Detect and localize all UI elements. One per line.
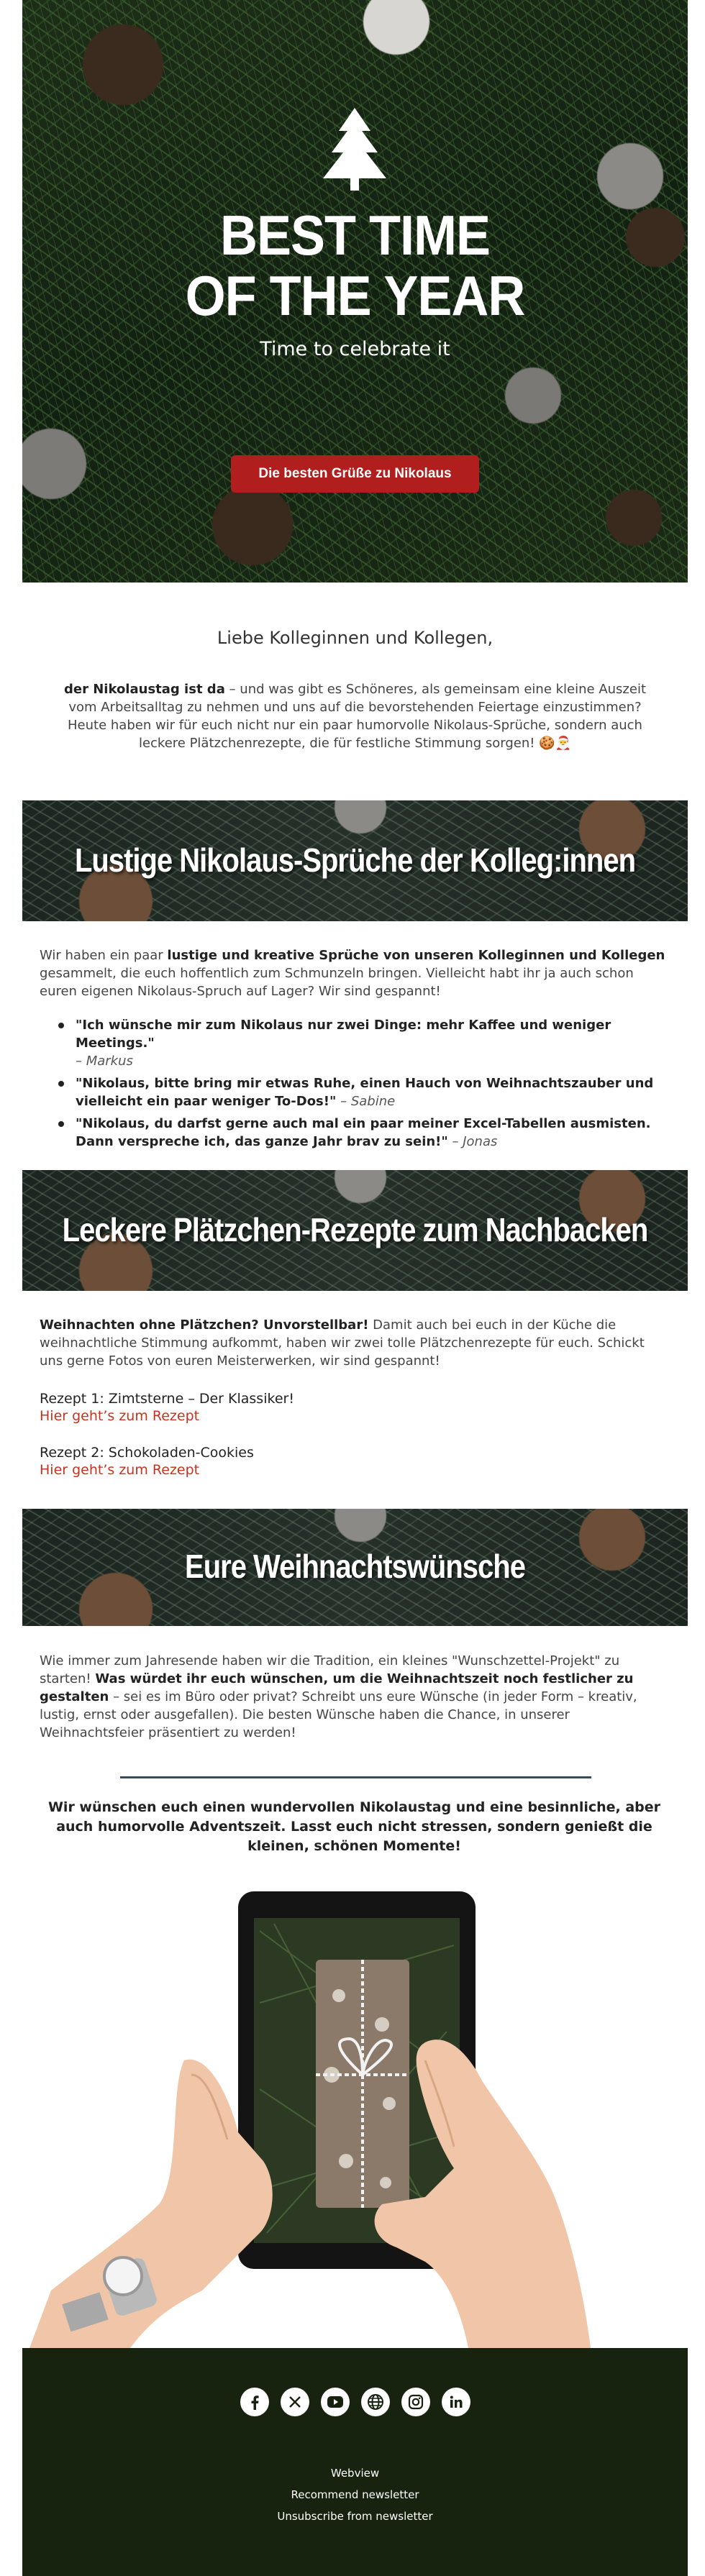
greeting-heading: Liebe Kolleginnen und Kollegen, <box>217 628 494 648</box>
quote-author: – Jonas <box>452 1134 498 1149</box>
linkedin-icon[interactable] <box>442 2388 470 2416</box>
sprueche-intro-pre: Wir haben ein paar <box>40 948 168 963</box>
tablet-gift-image <box>22 1859 688 2348</box>
wuensche-text <box>40 1652 669 1742</box>
recipe-2-link[interactable]: Hier geht’s zum Rezept <box>40 1462 200 1478</box>
nikolaus-greetings-button[interactable]: Die besten Grüße zu Nikolaus <box>231 455 479 493</box>
plaetzchen-intro-text: Damit auch bei euch in der Küche die weihnachtliche Stimmung aufkommt, haben wir zwei tolle Plätzchenrezepte für euch. Schickt uns gerne Fotos von euren Meisterwerken, wir sind gespannt! <box>40 1317 645 1369</box>
wuensche-text-post: – sei es im Büro oder privat? Schreibt uns eure Wünsche (in jeder Form – kreativ, lustig, ernst oder ausgefallen). Die besten Wünsche haben die Chance, in unserer Weihnachtsfeier präsentiert zu werden! <box>40 1689 637 1740</box>
footer <box>22 2348 688 2576</box>
unsubscribe-link[interactable]: Unsubscribe from newsletter <box>277 2510 433 2523</box>
section-title-plaetzchen: Leckere Plätzchen-Rezepte zum Nachbacken <box>62 1212 648 1249</box>
quote-author: – Sabine <box>340 1094 396 1109</box>
instagram-icon[interactable] <box>401 2388 430 2416</box>
youtube-icon[interactable] <box>321 2388 350 2416</box>
tablet-gift-illustration <box>22 1859 688 2348</box>
section-title-sprueche: Lustige Nikolaus-Sprüche der Kolleg:innen <box>74 842 636 880</box>
wuensche-text-pre: Wie immer zum Jahresende haben wir die Tradition, ein kleines "Wunschzettel-Projekt" zu starten! <box>40 1653 620 1686</box>
recipe-1-link[interactable]: Hier geht’s zum Rezept <box>40 1408 200 1424</box>
recommend-newsletter-link[interactable]: Recommend newsletter <box>291 2488 419 2501</box>
quote-text: "Ich wünsche mir zum Nikolaus nur zwei Dinge: mehr Kaffee und weniger Meetings." <box>76 1018 611 1051</box>
quote-author: – Markus <box>76 1054 133 1069</box>
divider <box>120 1776 591 1778</box>
facebook-icon[interactable] <box>240 2388 269 2416</box>
social-icons <box>240 2388 470 2418</box>
christmas-tree-icon <box>319 108 391 191</box>
hero-title <box>22 206 688 326</box>
wuensche-text-bold: Was würdet ihr euch wünschen, um die Weihnachtszeit noch festlicher zu gestalten <box>40 1671 634 1704</box>
sprueche-intro-post: gesammelt, die euch hoffentlich zum Schmunzeln bringen. Vielleicht habt ihr ja auch schon euren eigenen Nikolaus-Spruch auf Lager? Wir sind gespannt! <box>40 966 634 999</box>
quote-text: "Nikolaus, bitte bring mir etwas Ruhe, einen Hauch von Weihnachtszauber und vielleicht ein paar weniger To-Dos!" <box>76 1076 654 1109</box>
list-item <box>76 1016 673 1070</box>
section-title-wuensche: Eure Weihnachtswünsche <box>185 1548 525 1586</box>
recipe-2-title: Rezept 2: Schokoladen-Cookies <box>40 1445 254 1461</box>
hero-title-line2: OF THE YEAR <box>185 265 525 328</box>
section-banner-wuensche <box>22 1509 688 1626</box>
sprueche-intro-bold: lustige und kreative Sprüche von unseren Kolleginnen und Kollegen <box>167 948 665 963</box>
intro-paragraph <box>54 680 656 752</box>
hero-title-line1: BEST TIME <box>219 204 490 268</box>
intro-text: – und was gibt es Schöneres, als gemeinsam eine kleine Auszeit vom Arbeitsalltag zu nehmen und uns auf die bevorstehenden Feiertage einzustimmen? Heute haben wir für euch nicht nur ein paar humorvolle Nikolaus-Sprüche, sondern auch leckere Plätzchenrezepte, die für festliche Stimmung sorgen! 🍪🎅 <box>68 682 647 751</box>
closing-text: Wir wünschen euch einen wundervollen Nikolaustag und eine besinnliche, aber auch humorvolle Adventszeit. Lasst euch nicht stressen, sondern genießt die kleinen, schönen Momente! <box>47 1799 661 1854</box>
website-icon[interactable] <box>361 2388 390 2416</box>
section-banner-sprueche <box>22 800 688 921</box>
section-banner-plaetzchen <box>22 1170 688 1291</box>
hero-banner <box>22 0 688 583</box>
intro-bold: der Nikolaustag ist da <box>63 682 225 697</box>
sprueche-intro <box>40 946 669 1000</box>
x-icon[interactable] <box>281 2388 309 2416</box>
plaetzchen-intro <box>40 1316 669 1370</box>
list-item <box>76 1115 673 1151</box>
plaetzchen-intro-bold: Weihnachten ohne Plätzchen? Unvorstellbar! <box>40 1317 369 1333</box>
webview-link[interactable]: Webview <box>330 2467 380 2480</box>
recipe-1-title: Rezept 1: Zimtsterne – Der Klassiker! <box>40 1391 294 1407</box>
hero-subtitle: Time to celebrate it <box>260 338 450 360</box>
quote-text: "Nikolaus, du darfst gerne auch mal ein paar meiner Excel-Tabellen ausmisten. Dann verspreche ich, das ganze Jahr brav zu sein!" <box>76 1116 651 1149</box>
quotes-list <box>76 1016 673 1155</box>
list-item <box>76 1074 673 1110</box>
